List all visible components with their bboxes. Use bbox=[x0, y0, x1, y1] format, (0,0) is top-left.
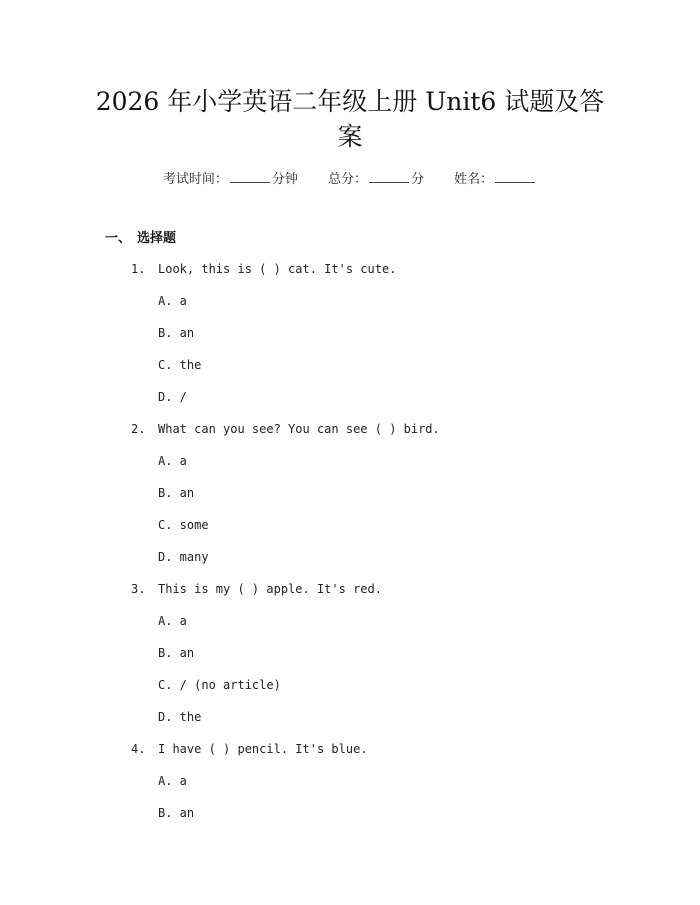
answer-option: B. an bbox=[158, 486, 195, 500]
section-heading bbox=[105, 230, 176, 248]
answer-option: D. the bbox=[158, 710, 202, 724]
answer-option: A. a bbox=[158, 294, 187, 308]
question-text: This is my ( ) apple. It's red. bbox=[158, 582, 382, 596]
question-number: 2. bbox=[131, 422, 146, 436]
question-text: Look, this is ( ) cat. It's cute. bbox=[158, 262, 397, 276]
answer-option: B. an bbox=[158, 806, 195, 820]
question-list bbox=[0, 259, 700, 835]
question-item bbox=[0, 739, 700, 771]
total-score-blank bbox=[369, 169, 409, 183]
question-item bbox=[0, 259, 700, 291]
exam-info-line bbox=[0, 169, 700, 189]
answer-option: A. a bbox=[158, 774, 187, 788]
page-title bbox=[95, 84, 605, 154]
answer-option: C. some bbox=[158, 518, 209, 532]
exam-time-unit: 分钟 bbox=[271, 172, 298, 187]
question-item bbox=[0, 419, 700, 451]
question-item bbox=[0, 579, 700, 611]
exam-time-field bbox=[163, 169, 298, 189]
total-score-unit: 分 bbox=[411, 172, 425, 187]
question-number: 4. bbox=[131, 742, 146, 756]
question-text: What can you see? You can see ( ) bird. bbox=[158, 422, 440, 436]
answer-option: C. the bbox=[158, 358, 202, 372]
question-number: 3. bbox=[131, 582, 146, 596]
answer-option: D. many bbox=[158, 550, 209, 564]
section-number: 一、 bbox=[105, 231, 132, 246]
student-name-label: 姓名： bbox=[454, 172, 494, 187]
student-name-blank bbox=[495, 169, 535, 183]
title-line-1: 2026 年小学英语二年级上册 Unit6 试题及答 bbox=[95, 87, 605, 116]
section-title: 选择题 bbox=[137, 231, 177, 246]
question-text: I have ( ) pencil. It's blue. bbox=[158, 742, 368, 756]
exam-time-label: 考试时间： bbox=[162, 172, 228, 187]
answer-option: B. an bbox=[158, 326, 195, 340]
total-score-field bbox=[328, 169, 424, 189]
exam-time-blank bbox=[230, 169, 270, 183]
title-line-2: 案 bbox=[337, 122, 363, 151]
total-score-label: 总分： bbox=[327, 172, 367, 187]
answer-option: A. a bbox=[158, 614, 187, 628]
answer-option: C. / (no article) bbox=[158, 678, 281, 692]
student-name-field bbox=[454, 169, 537, 189]
question-number: 1. bbox=[131, 262, 146, 276]
answer-option: A. a bbox=[158, 454, 187, 468]
answer-option: B. an bbox=[158, 646, 195, 660]
answer-option: D. / bbox=[158, 390, 187, 404]
